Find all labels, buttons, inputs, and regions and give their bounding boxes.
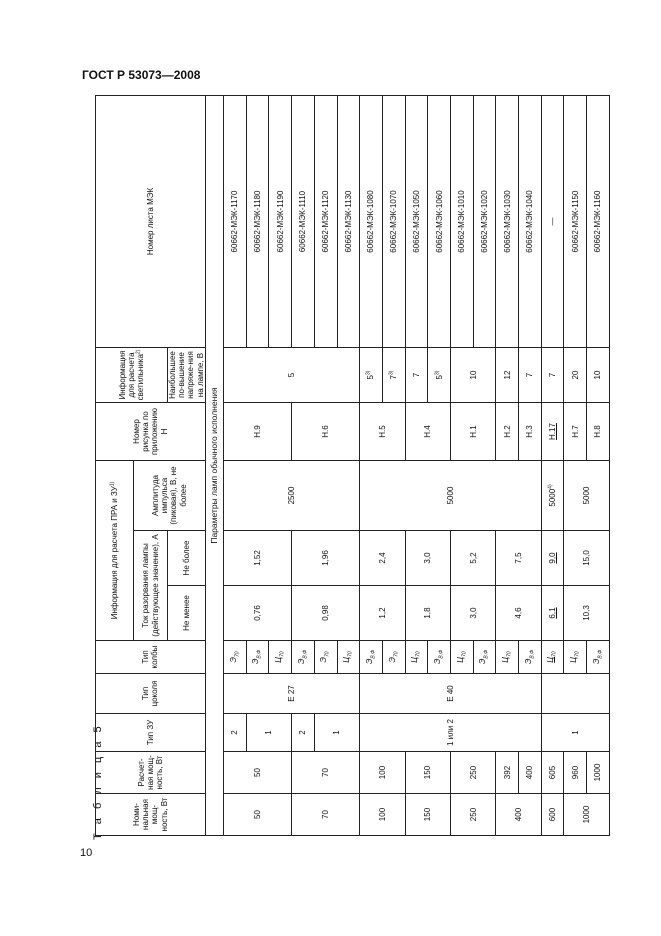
cell-nominal: 250 (450, 794, 495, 836)
cell-pulse: 2500 (224, 461, 360, 531)
cell-nominal: 50 (224, 794, 292, 836)
cell-voltage: 10 (587, 348, 610, 403)
cell-voltage: 10 (450, 348, 495, 403)
cell-ignitor: 1 или 2 (360, 714, 542, 752)
cell-bulb: $Э_{В.Ф}$ (428, 641, 451, 674)
cell-bulb: $Э_{В.Ф}$ (473, 641, 496, 674)
cell-current-min: 3,0 (450, 586, 495, 641)
cell-sheet: 60662-МЭК-1060 (428, 96, 451, 348)
cell-sheet: 60662-МЭК-1030 (496, 96, 519, 348)
cell-sheet: 60662-МЭК-1040 (519, 96, 542, 348)
lamp-parameters-table (95, 95, 610, 836)
cell-current-min: 1,2 (360, 586, 405, 641)
cell-figure: Н.17 (541, 403, 564, 461)
cell-voltage: 5$^{3)}$ (428, 348, 451, 403)
cell-design: 70 (292, 752, 360, 794)
cell-voltage: 20 (564, 348, 587, 403)
table-caption: Т а б л и ц а 5 (92, 723, 104, 840)
cell-current-max: 3,0 (405, 531, 450, 586)
cell-voltage: 12 (496, 348, 519, 403)
cell-current-min: 1,8 (405, 586, 450, 641)
cell-figure: Н.2 (496, 403, 519, 461)
header-luminaire-info: Информация для расчета светильника$^{2)}$ (96, 348, 168, 403)
cell-ignitor: 1 (246, 714, 291, 752)
header-figure-number: Номер рисунка по приложению Н (96, 403, 206, 461)
page-number: 10 (80, 847, 93, 859)
cell-nominal: 1000 (564, 794, 610, 836)
cell-bulb: $Ц_{70}$ (541, 641, 564, 674)
cell-design: 605 (541, 752, 564, 794)
header-pulse-amplitude: Амплитуда импульса (пиковая), В, не более (134, 461, 206, 531)
cell-nominal: 400 (496, 794, 541, 836)
cell-design: 250 (450, 752, 495, 794)
cell-design: 392 (496, 752, 519, 794)
cell-sheet: 60662-МЭК-1070 (382, 96, 405, 348)
cell-nominal: 600 (541, 794, 564, 836)
header-max-voltage: Наибольшее по-вышение напряже-ния на лампе, В (168, 348, 206, 403)
cell-bulb: $Ц_{70}$ (337, 641, 360, 674)
cell-figure: Н.5 (360, 403, 405, 461)
cell-nominal: 70 (292, 794, 360, 836)
cell-figure: Н.3 (519, 403, 542, 461)
cell-sheet: 60662-МЭК-1110 (292, 96, 315, 348)
header-cap-type: Тип цоколя (96, 674, 206, 714)
cell-ignitor: 1 (541, 714, 609, 752)
cell-design: 1000 (587, 752, 610, 794)
cell-current-min: 10,3 (564, 586, 610, 641)
cell-bulb: $Ц_{70}$ (496, 641, 519, 674)
cell-sheet: 60662-МЭК-1130 (337, 96, 360, 348)
cell-cap: Е 27 (224, 674, 360, 714)
cell-figure: Н.4 (405, 403, 450, 461)
cell-design: 50 (224, 752, 292, 794)
cell-current-min: 6,1 (541, 586, 564, 641)
cell-sheet: 60662-МЭК-1190 (269, 96, 292, 348)
cell-bulb: $Э_{70}$ (224, 641, 247, 674)
cell-sheet: 60662-МЭК-1160 (587, 96, 610, 348)
cell-current-min: 0,98 (292, 586, 360, 641)
header-ballast-info: Информация для расчета ПРА и ЗУ$^{1)}$ (96, 461, 134, 641)
document-code: ГОСТ Р 53073—2008 (82, 68, 201, 82)
cell-current-max: 1,96 (292, 531, 360, 586)
header-design-power: Расчет-ная мощ-ность, Вт (96, 752, 206, 794)
cell-bulb: $Э_{В.Ф}$ (246, 641, 269, 674)
cell-design: 100 (360, 752, 405, 794)
cell-sheet: 60662-МЭК-1170 (224, 96, 247, 348)
header-lamp-current: Ток разорвания лампы (действующее значение), А (134, 531, 168, 641)
cell-bulb: $Э_{70}$ (382, 641, 405, 674)
cell-design: 400 (519, 752, 542, 794)
cell-voltage: 7 (519, 348, 542, 403)
header-nominal-power: Номи-нальная мощ-ность, Вт (96, 794, 206, 836)
cell-design: 150 (405, 752, 450, 794)
cell-current-max: 1,52 (224, 531, 292, 586)
cell-current-min: 0,76 (224, 586, 292, 641)
cell-cap (541, 674, 609, 714)
cell-voltage: 7 (405, 348, 428, 403)
cell-design: 960 (564, 752, 587, 794)
cell-sheet: 60662-МЭК-1150 (564, 96, 587, 348)
cell-sheet: — (541, 96, 564, 348)
cell-ignitor: 2 (224, 714, 247, 752)
cell-sheet: 60662-МЭК-1080 (360, 96, 383, 348)
cell-current-min: 4,6 (496, 586, 541, 641)
cell-current-max: 2,4 (360, 531, 405, 586)
cell-figure: Н.1 (450, 403, 495, 461)
cell-figure: Н.7 (564, 403, 587, 461)
header-ignitor-type: Тип ЗУ (96, 714, 206, 752)
cell-sheet: 60662-МЭК-1180 (246, 96, 269, 348)
header-sheet-number: Номер листа МЭК (96, 96, 206, 348)
cell-sheet: 60662-МЭК-1020 (473, 96, 496, 348)
cell-sheet: 60662-МЭК-1120 (314, 96, 337, 348)
cell-voltage: 5$^{3)}$ (360, 348, 383, 403)
header-not-less: Не менее (168, 586, 206, 641)
cell-voltage: 7 (541, 348, 564, 403)
cell-pulse: 5000$^{4)}$ (541, 461, 564, 531)
cell-bulb: $Э_{В.Ф}$ (587, 641, 610, 674)
cell-current-max: 7,5 (496, 531, 541, 586)
cell-bulb: $Ц_{70}$ (269, 641, 292, 674)
cell-nominal: 100 (360, 794, 405, 836)
cell-pulse: 5000 (360, 461, 542, 531)
cell-figure: Н.6 (292, 403, 360, 461)
cell-current-max: 5,2 (450, 531, 495, 586)
cell-bulb: $Ц_{70}$ (564, 641, 587, 674)
cell-bulb: $Э_{В.Ф}$ (519, 641, 542, 674)
cell-bulb: $Э_{70}$ (314, 641, 337, 674)
cell-nominal: 150 (405, 794, 450, 836)
cell-bulb: $Э_{В.Ф}$ (292, 641, 315, 674)
cell-sheet: 60662-МЭК-1050 (405, 96, 428, 348)
section-title: Параметры ламп обычного исполнения (205, 96, 223, 836)
cell-bulb: $Ц_{70}$ (450, 641, 473, 674)
cell-ignitor: 2 (292, 714, 315, 752)
header-bulb-type: Тип колбы (96, 641, 206, 674)
cell-voltage: 7$^{3)}$ (382, 348, 405, 403)
cell-pulse: 5000 (564, 461, 610, 531)
cell-sheet: 60662-МЭК-1010 (450, 96, 473, 348)
rotated-table-wrapper (95, 96, 610, 836)
cell-voltage: 5 (224, 348, 360, 403)
cell-figure: Н.8 (587, 403, 610, 461)
cell-figure: Н.9 (224, 403, 292, 461)
header-not-more: Не более (168, 531, 206, 586)
cell-current-max: 9,0 (541, 531, 564, 586)
cell-ignitor: 1 (314, 714, 359, 752)
cell-bulb: $Э_{В.Ф}$ (360, 641, 383, 674)
cell-current-max: 15,0 (564, 531, 610, 586)
cell-cap: Е 40 (360, 674, 542, 714)
cell-bulb: $Ц_{70}$ (405, 641, 428, 674)
